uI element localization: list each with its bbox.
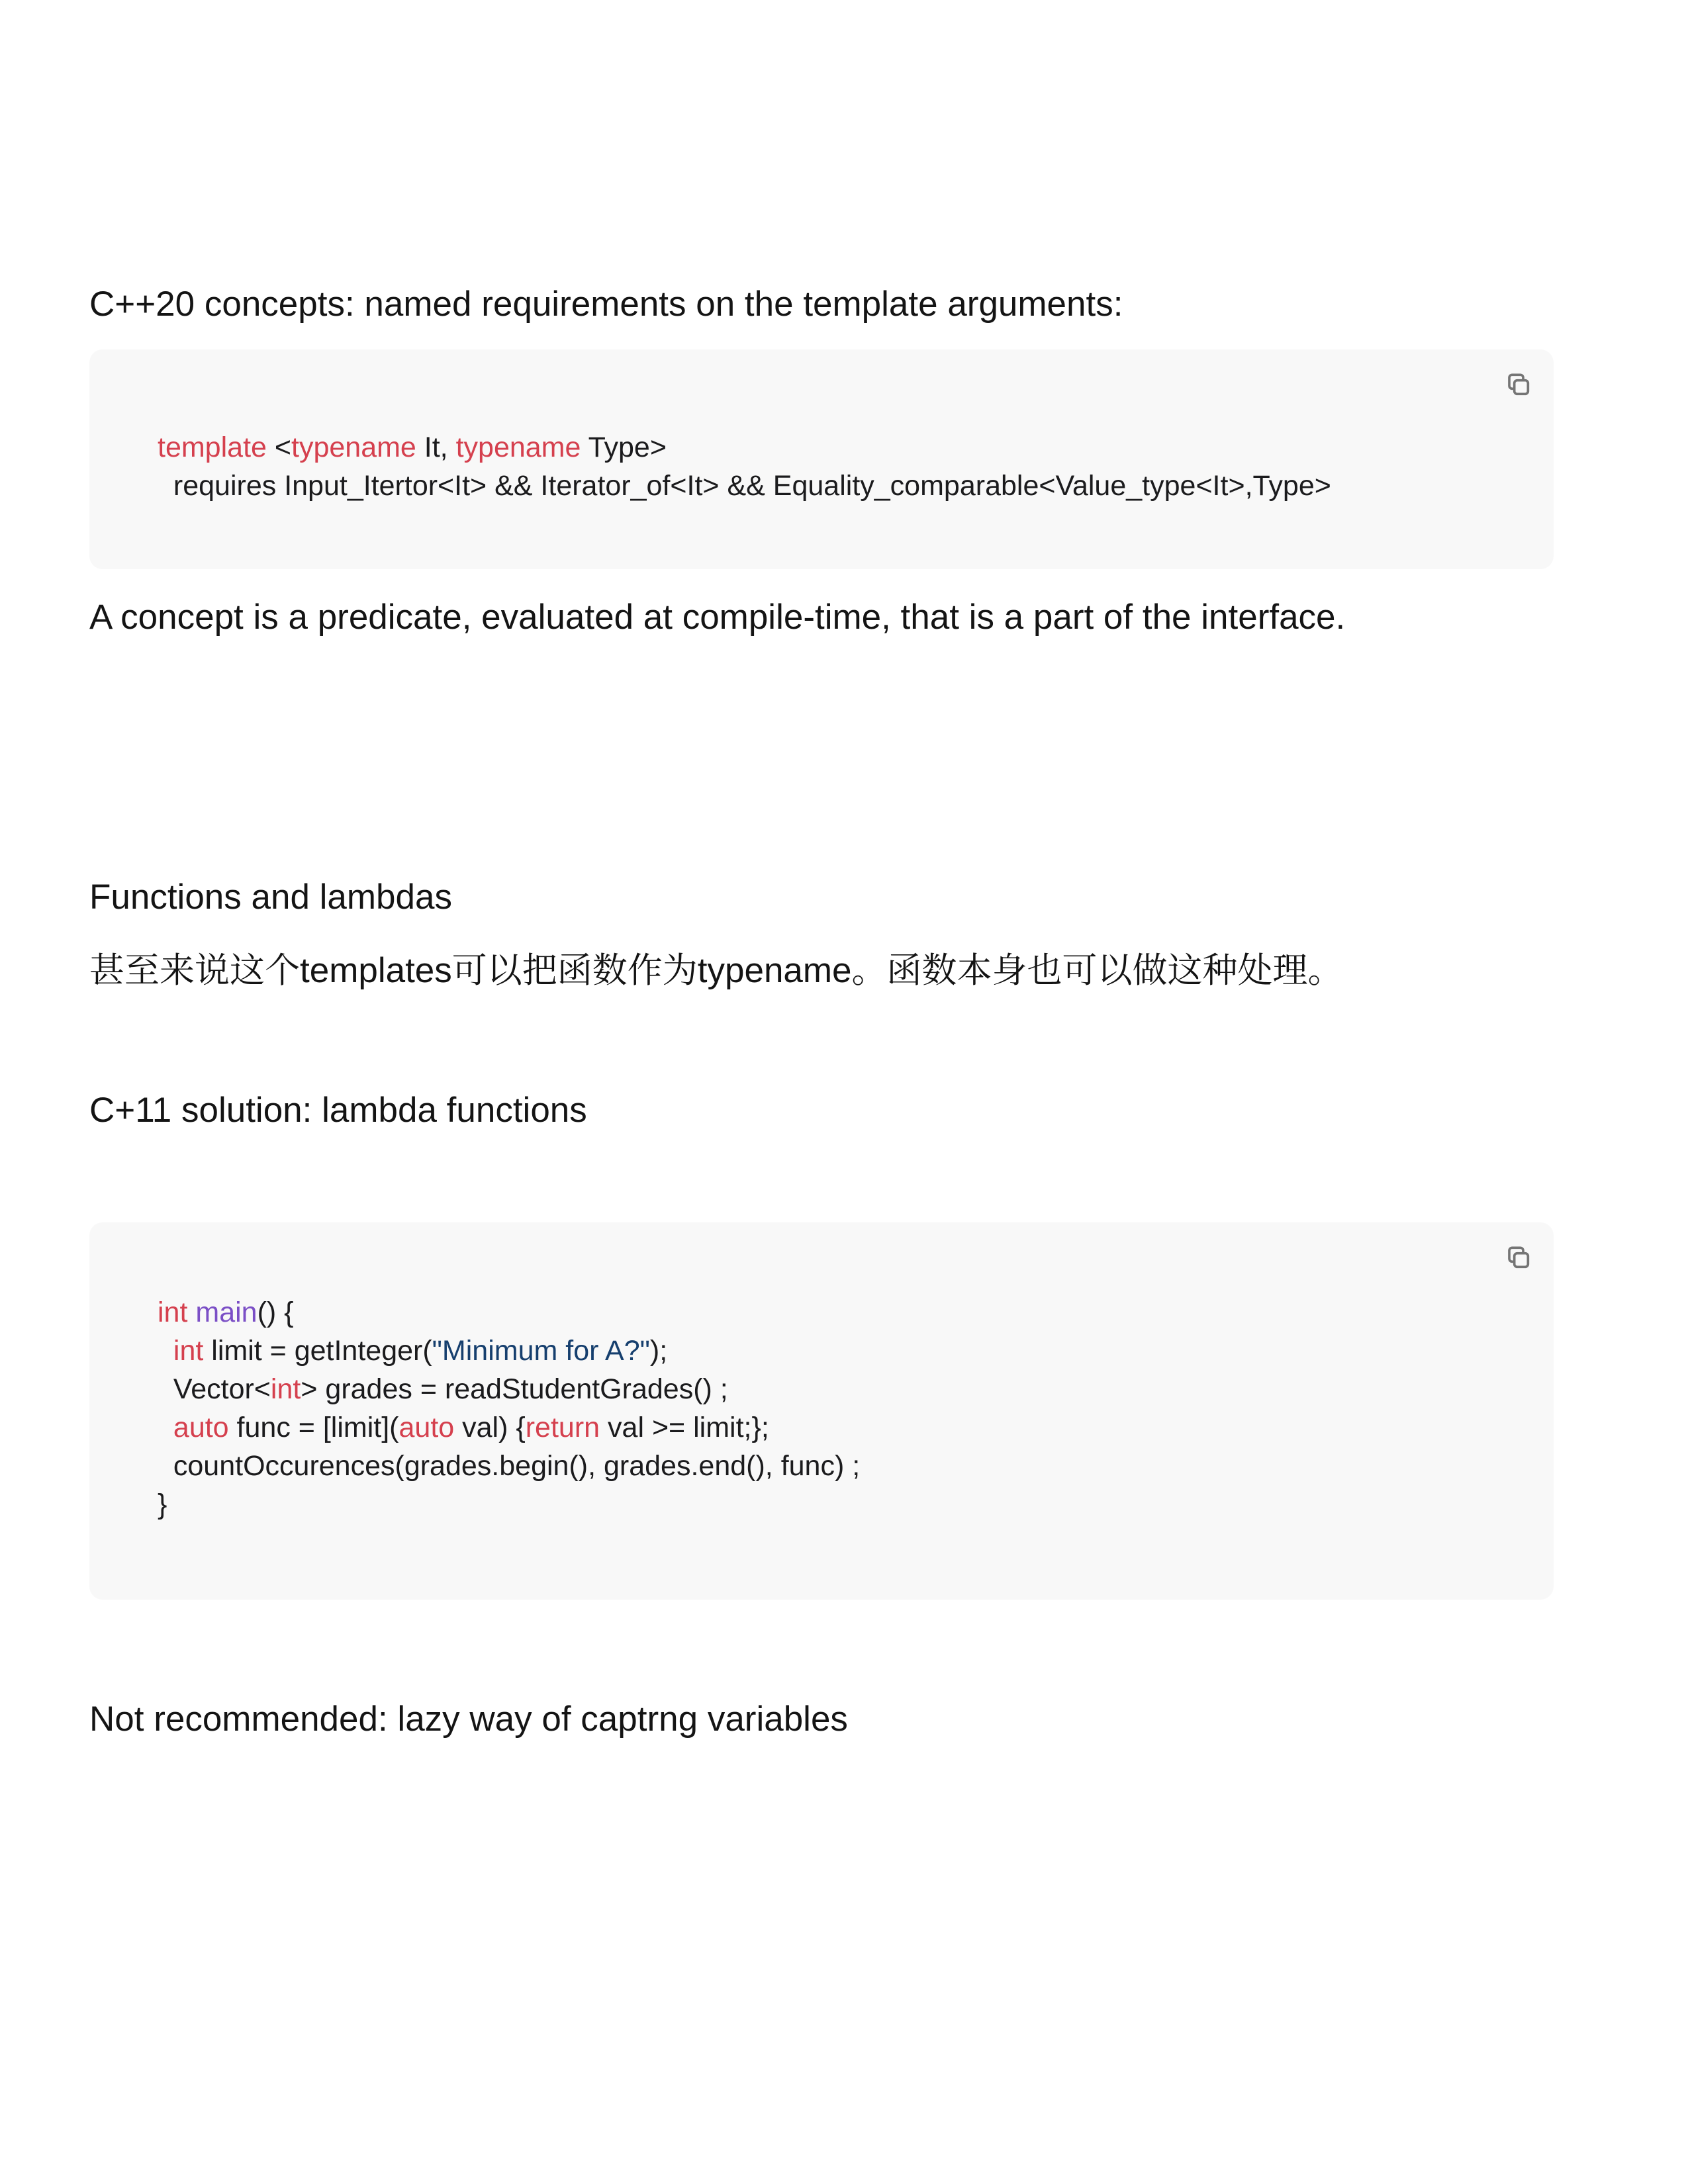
heading-functions-and-lambdas: Functions and lambdas [89, 878, 452, 917]
paragraph-not-recommended: Not recommended: lazy way of captrng variables [89, 1700, 848, 1739]
code-line [158, 1485, 1491, 1524]
code-line [158, 1408, 1491, 1447]
code-token-plain: Vector< [158, 1373, 271, 1405]
code-line [158, 467, 1491, 505]
paragraph-concept-definition: A concept is a predicate, evaluated at compile-time, that is a part of the interface. [89, 598, 1346, 637]
paragraph-chinese-note: 甚至来说这个templates可以把函数作为typename。函数本身也可以做这种处理。 [89, 951, 1343, 990]
code-token-plain: func = [limit]( [228, 1412, 399, 1443]
code-line [158, 1293, 1491, 1332]
heading-c11-solution: C+11 solution: lambda functions [89, 1091, 587, 1130]
code-token-plain: } [158, 1488, 167, 1520]
code-token-plain [187, 1297, 195, 1328]
code-token-keyword: return [525, 1412, 600, 1443]
code-token-function: main [195, 1297, 258, 1328]
copy-button[interactable] [1505, 371, 1532, 398]
code-token-plain: limit = getInteger( [203, 1335, 432, 1367]
code-token-keyword: typename [455, 432, 581, 463]
code-token-plain [158, 1335, 173, 1367]
code-block-concepts [89, 349, 1554, 569]
code-line [158, 1332, 1491, 1370]
code-token-keyword: int [270, 1373, 301, 1405]
code-token-plain: val >= limit;}; [600, 1412, 769, 1443]
code-token-plain: Type> [581, 432, 667, 463]
code-token-plain: ); [649, 1335, 668, 1367]
code-token-plain: It, [416, 432, 456, 463]
code-content [89, 1222, 1554, 1600]
copy-icon [1505, 371, 1532, 398]
code-token-keyword: int [173, 1335, 204, 1367]
code-token-keyword: typename [291, 432, 416, 463]
code-block-lambda-example [89, 1222, 1554, 1600]
code-line [158, 1370, 1491, 1408]
code-token-keyword: auto [399, 1412, 455, 1443]
code-token-string: "Minimum for A?" [432, 1335, 650, 1367]
code-token-plain: () { [257, 1297, 294, 1328]
document-content [0, 281, 1688, 1742]
code-content [89, 349, 1554, 569]
code-token-plain: requires Input_Itertor<It> && Iterator_of<It> && Equality_comparable<Value_type<It>,Type> [158, 470, 1331, 502]
code-token-plain: < [266, 432, 291, 463]
code-token-plain [158, 1412, 173, 1443]
code-token-plain: countOccurences(grades.begin(), grades.end(), func) ; [158, 1450, 861, 1482]
code-line [158, 1447, 1491, 1485]
code-token-keyword: int [158, 1297, 188, 1328]
code-token-plain: > grades = readStudentGrades() ; [301, 1373, 728, 1405]
heading-cpp20-concepts: C++20 concepts: named requirements on the template arguments: [89, 285, 1123, 324]
code-line [158, 428, 1491, 467]
code-token-keyword: template [158, 432, 267, 463]
copy-icon [1505, 1244, 1532, 1271]
code-token-plain: val) { [454, 1412, 526, 1443]
code-token-keyword: auto [173, 1412, 229, 1443]
copy-button[interactable] [1505, 1244, 1532, 1271]
